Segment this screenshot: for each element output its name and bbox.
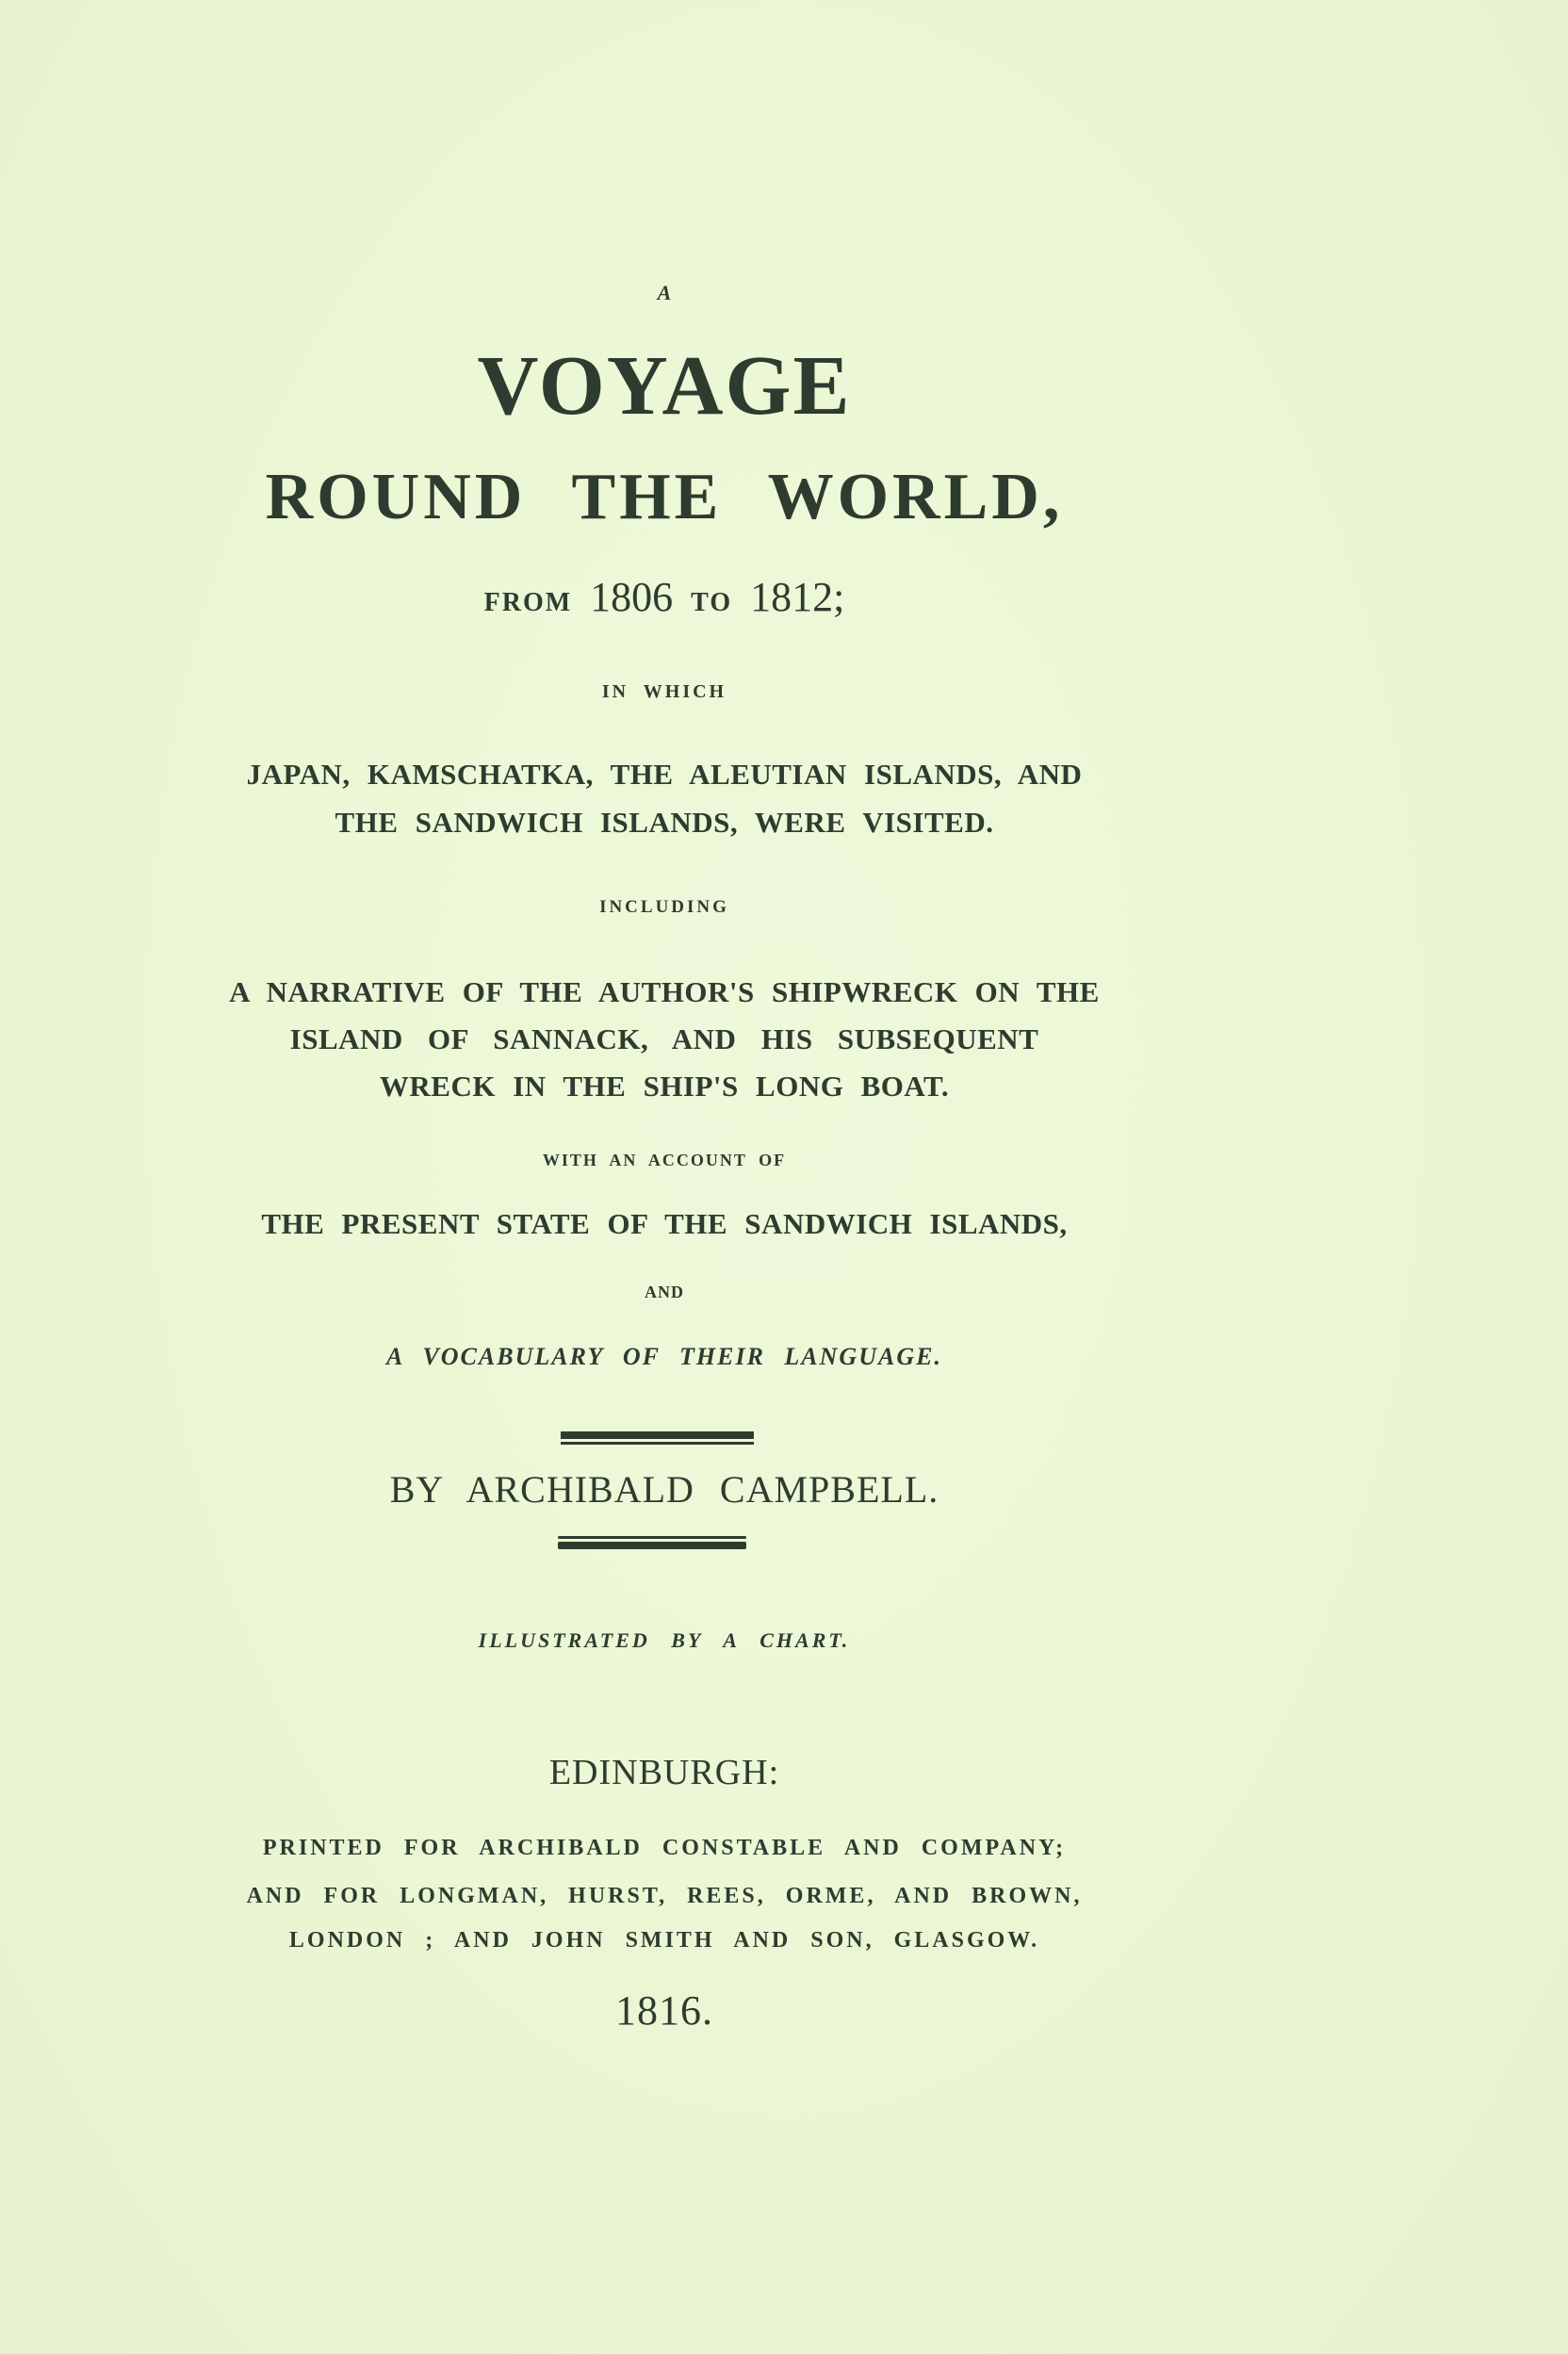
- end-year: 1812;: [750, 574, 845, 620]
- vocabulary-line: A VOCABULARY OF THEIR LANGUAGE.: [386, 1343, 942, 1370]
- illustrated-note: ILLUSTRATED BY A CHART.: [478, 1628, 851, 1652]
- narrative-line-3: WRECK IN THE SHIP'S LONG BOAT.: [379, 1070, 950, 1103]
- including-label: INCLUDING: [599, 897, 729, 917]
- in-which-label: IN WHICH: [601, 681, 727, 702]
- rule-thin-line: [561, 1442, 754, 1445]
- with-account-label: WITH AN ACCOUNT OF: [542, 1151, 787, 1169]
- rule-thick-line: [561, 1431, 754, 1439]
- imprint-line-2: AND FOR LONGMAN, HURST, REES, ORME, AND BROWN,: [246, 1884, 1083, 1908]
- from-word: FROM: [483, 588, 573, 617]
- narrative-line-2: ISLAND OF SANNACK, AND HIS SUBSEQUENT: [289, 1022, 1039, 1055]
- present-state-line: THE PRESENT STATE OF THE SANDWICH ISLANDS,: [261, 1207, 1068, 1240]
- and-label: AND: [645, 1283, 684, 1301]
- title-subtitle: ROUND THE WORLD,: [265, 461, 1064, 533]
- publication-year: 1816.: [615, 1987, 713, 2034]
- imprint-line-3: LONDON ; AND JOHN SMITH AND SON, GLASGOW.: [288, 1928, 1040, 1953]
- rule-thin-line: [558, 1536, 746, 1539]
- author-byline: BY ARCHIBALD CAMPBELL.: [389, 1468, 939, 1511]
- publication-place: EDINBURGH:: [548, 1753, 780, 1792]
- narrative-line-1: A NARRATIVE OF THE AUTHOR'S SHIPWRECK ON THE: [229, 975, 1100, 1008]
- start-year: 1806: [590, 574, 674, 620]
- date-range: [0, 574, 1329, 620]
- to-word: TO: [691, 588, 733, 617]
- title-main: VOYAGE: [477, 339, 852, 433]
- rule-thick-line: [558, 1542, 746, 1549]
- decorative-rule-top: [561, 1431, 754, 1445]
- decorative-rule-bottom: [558, 1536, 746, 1549]
- visited-line-2: THE SANDWICH ISLANDS, WERE VISITED.: [335, 806, 994, 839]
- imprint-line-1: PRINTED FOR ARCHIBALD CONSTABLE AND COMPANY;: [262, 1836, 1067, 1860]
- visited-line-1: JAPAN, KAMSCHATKA, THE ALEUTIAN ISLANDS, AND: [246, 758, 1083, 791]
- title-article: A: [657, 281, 672, 304]
